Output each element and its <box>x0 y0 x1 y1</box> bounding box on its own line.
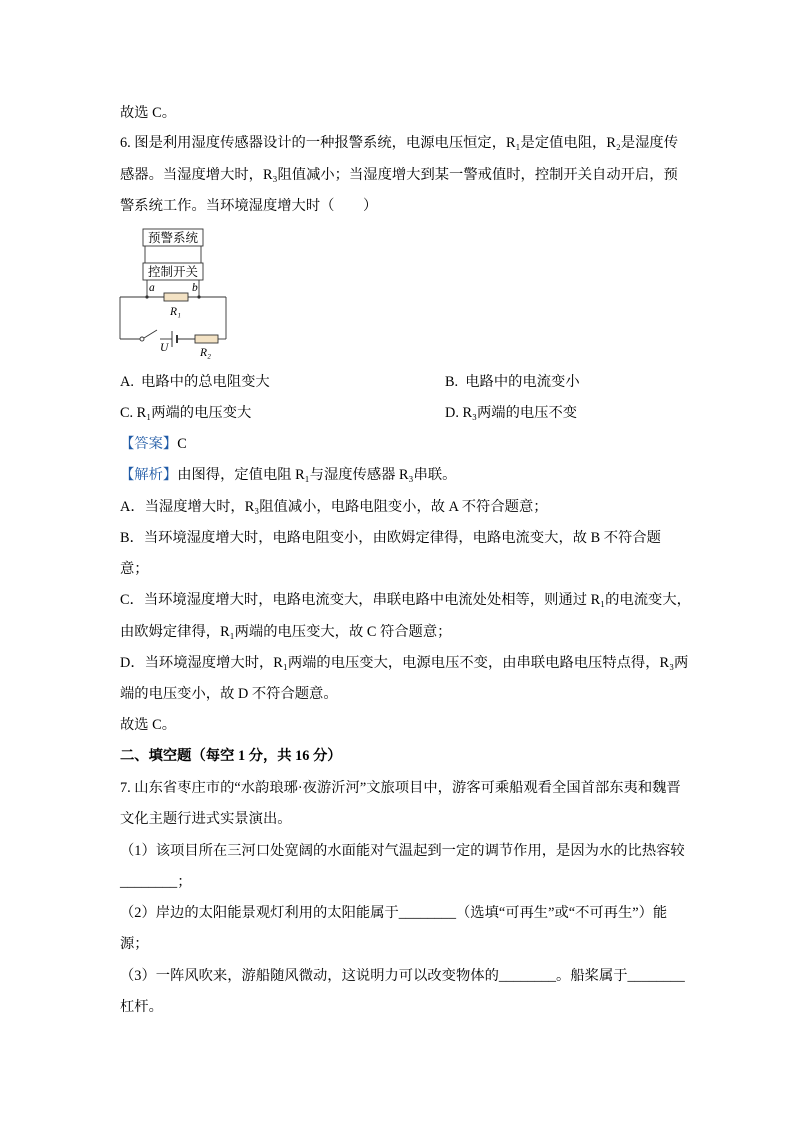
switch-contact <box>140 337 144 341</box>
source-label: U <box>160 342 169 354</box>
answer-line <box>120 435 187 453</box>
analysis-line: C．当环境湿度增大时，电路电流变大，串联电路中电流处处相等，则通过 R₁的电流变大， <box>120 592 691 608</box>
node-b-label: b <box>192 282 198 294</box>
previous-conclusion: 故选 C。 <box>120 105 177 121</box>
analysis-line: 由欧姆定律得，R₁两端的电压变大，故 C 符合题意； <box>120 624 452 640</box>
option-c: C. R₁两端的电压变大 <box>120 405 252 421</box>
node-a-label: a <box>149 282 155 294</box>
q7-line: （1）该项目所在三河口处宽阔的水面能对气温起到一定的调节作用，是因为水的比热容较 <box>120 843 685 859</box>
circuit-diagram <box>112 224 236 362</box>
r2-label: R₂ <box>200 347 212 359</box>
q6-stem-line-1: 6. 图是利用湿度传感器设计的一种报警系统，电源电压恒定，R₁是定值电阻，R₂是湿度传 <box>120 135 679 151</box>
control-switch-label: 控制开关 <box>147 265 199 279</box>
analysis-line: D．当环境湿度增大时，R₁两端的电压变大，电源电压不变，由串联电路电压特点得，R₃两 <box>120 655 689 671</box>
analysis-line: 意； <box>120 561 149 577</box>
q6-stem-line-2: 感器。当湿度增大时，R₃阻值减小；当湿度增大到某一警戒值时，控制开关自动开启，预 <box>120 167 678 183</box>
analysis-label: 【解析】 <box>120 467 178 483</box>
option-a: A. 电路中的总电阻变大 <box>120 374 270 390</box>
analysis-line: 端的电压变小，故 D 不符合题意。 <box>120 686 338 702</box>
q6-conclusion: 故选 C。 <box>120 717 177 733</box>
q7-line: 7. 山东省枣庄市的“水韵琅琊·夜游沂河”文旅项目中，游客可乘船观看全国首部东夷和魏晋 <box>120 780 681 796</box>
answer-value: C <box>177 436 187 452</box>
q7-line: （2）岸边的太阳能景观灯利用的太阳能属于________（选填“可再生”或“不可再生”）能 <box>120 905 668 921</box>
answer-label: 【答案】 <box>120 436 178 452</box>
resistor-r1 <box>164 293 188 301</box>
q7-blank-line: ________； <box>120 874 192 890</box>
option-d: D. R₃两端的电压不变 <box>445 405 578 421</box>
q7-line: （3）一阵风吹来，游船随风微动，这说明力可以改变物体的________。船桨属于________ <box>120 968 685 984</box>
analysis-intro: 由图得，定值电阻 R₁与湿度传感器 R₃串联。 <box>177 467 457 483</box>
analysis-intro-line <box>120 466 456 484</box>
resistor-r2 <box>195 335 218 343</box>
analysis-line: B．当环境湿度增大时，电路电阻变小，由欧姆定律得，电路电流变大，故 B 不符合题 <box>120 530 661 546</box>
section-title: 二、填空题（每空 1 分，共 16 分） <box>120 748 342 764</box>
analysis-line: A．当湿度增大时，R₃阻值减小，电路电阻变小，故 A 不符合题意； <box>120 499 548 515</box>
q7-line: 杠杆。 <box>120 999 163 1015</box>
q6-stem-line-3: 警系统工作。当环境湿度增大时（ ） <box>120 198 378 214</box>
r1-label: R₁ <box>170 306 182 318</box>
q7-line: 源； <box>120 936 149 952</box>
switch-lever <box>144 330 157 338</box>
warning-system-label: 预警系统 <box>147 231 199 245</box>
q7-line: 文化主题行进式实景演出。 <box>120 811 292 827</box>
option-b: B. 电路中的电流变小 <box>445 374 580 390</box>
